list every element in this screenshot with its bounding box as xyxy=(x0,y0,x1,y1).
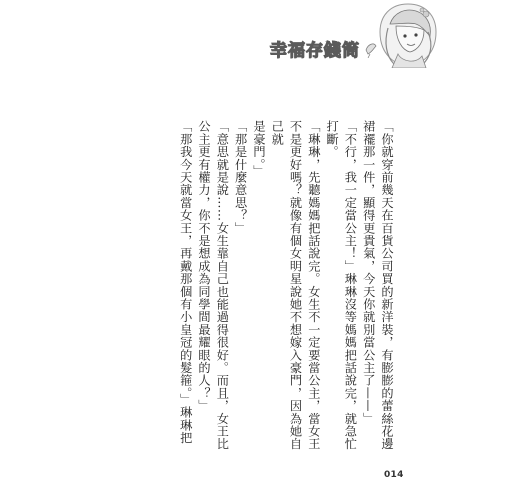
text-line-6: 不是更好嗎？就像有個女明星說她不想嫁入豪門，因為她自己就 xyxy=(270,120,303,451)
bird-ornament-icon xyxy=(364,36,378,58)
text-line-8: 「那是什麼意思？」 xyxy=(233,120,248,235)
girl-illustration-icon xyxy=(376,2,440,68)
text-line-7: 是豪門。」 xyxy=(251,120,266,178)
book-title: 幸福存錢筒 xyxy=(270,41,360,61)
text-line-10: 公主更有權力，你不是想成為同學間最耀眼的人？」 xyxy=(197,120,212,413)
text-line-2: 裙襬那一件，顯得更貴氣，今天你就別當公主了——」 xyxy=(361,120,376,425)
text-line-4: 打斷。 xyxy=(325,120,340,159)
text-line-3: 「不行，我一定當公主！」琳琳沒等媽媽把話說完，就急忙 xyxy=(343,120,358,451)
text-line-11: 「那我今天就當女王，再戴那個有小皇冠的髮箍。」琳琳把 xyxy=(178,120,193,445)
chapter-header xyxy=(268,2,443,70)
body-text xyxy=(140,120,396,460)
page-number: 014 xyxy=(384,470,404,480)
text-line-1: 「你就穿前幾天在百貨公司買的新洋裝，有膨膨的蕾絲花邊 xyxy=(380,120,394,451)
text-line-5: 「琳琳，先聽媽媽把話說完。女生不一定要當公主，當女王 xyxy=(306,120,321,451)
text-line-9: 「意思就是說……女生靠自己也能過得很好。而且，女王比 xyxy=(215,120,230,451)
